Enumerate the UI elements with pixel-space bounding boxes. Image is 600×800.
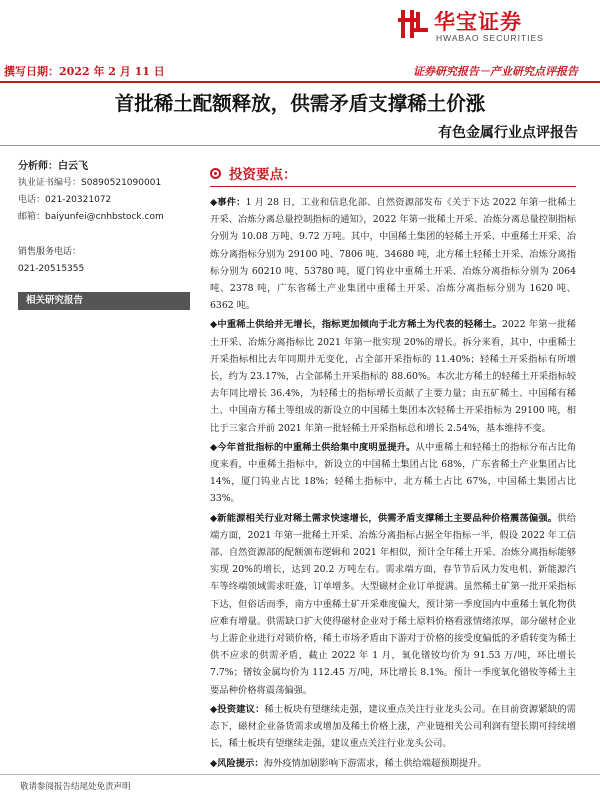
email-label: 邮箱：	[18, 212, 46, 222]
phone-row	[18, 192, 188, 209]
paragraph-text: 稀土板块有望继续走强，建议重点关注行业龙头公司。在目前资源紧缺的需态下，磁材企业备货需求或增加及稀土价格上涨，产业链相关公司利润有望长期可持续增长，稀土板块有望继续走强，建议重点关注行业龙头公司。	[210, 703, 576, 750]
paragraph-lead: ◆中重稀土供给并无增长，指标更加倾向于北方稀土为代表的轻稀土。	[210, 319, 502, 331]
report-title: 首批稀土配额释放，供需矛盾支撑稀土价涨	[114, 92, 486, 115]
paragraph-risk	[210, 755, 576, 772]
cert-number: S0890521090001	[81, 178, 162, 188]
phone-label: 电话：	[18, 195, 46, 205]
email-row[interactable]	[18, 209, 188, 226]
key-points-body	[210, 194, 576, 772]
paragraph-demand	[210, 510, 576, 699]
report-subtitle: 有色金属行业点评报告	[438, 125, 578, 141]
sidebar-spacer	[18, 226, 188, 244]
paragraph-text: 从中重稀土和轻稀土的指标分布占比角度来看，中重稀土指标中，新设立的中国稀土集团占比 68%，广东省稀土产业集团占比 14%，厦门钨业占比 18%；轻稀土指标中，北方稀土占比 67%，中国稀土集团占比 33%。	[210, 441, 576, 505]
brand-name-cn: 华宝证券	[434, 10, 522, 34]
target-circle-icon	[210, 168, 221, 179]
paragraph-text: 海外疫情加剧影响下游需求，稀土供给端超预期提升。	[263, 757, 487, 769]
related-reports-tag: 相关研究报告	[18, 292, 190, 310]
email-address[interactable]: baiyunfei@cnhbstock.com	[45, 212, 164, 222]
paragraph-lead: ◆事件：	[210, 197, 246, 208]
report-category: 证券研究报告－产业研究点评报告	[413, 65, 578, 78]
title-divider	[0, 145, 600, 146]
header-bar	[0, 60, 600, 82]
paragraph-concentration	[210, 439, 576, 508]
paragraph-lead: ◆新能源相关行业对稀土需求快速增长，供需矛盾支撑稀土主要品种价格震荡偏强。	[210, 512, 558, 524]
paragraph-text: 2022 年第一批稀土开采、冶炼分离指标比 2021 年第一批实现 20%的增长。拆分来看，其中，中重稀土开采指标相比去年同期并无变化，占全部开采指标的 11.40%；轻稀土开采指标有所增长，约为 23.17%，占全部稀土开采指标的 88.60%。本次北方稀土的轻稀土开采指标较去年同比增长 36.4%，为轻稀土的指标增长贡献了主要力量；由五矿稀土、中国稀有稀土、中国南方稀土等组成的新设立的中国稀土集团本次轻稀土开采指标为 29100 吨，相比于三家合并前 2021 年第一批轻稀土开采指标总和增长 2.54%，基本维持不变。	[210, 319, 576, 434]
section-rule	[210, 186, 576, 187]
analyst-label: 分析师：	[18, 161, 58, 172]
paragraph-lead: ◆投资建议：	[210, 703, 265, 715]
brand-name-en: HWABAO SECURITIES	[436, 33, 544, 43]
paragraph-text: 供给端方面，2021 年第一批稀土开采、冶炼分离指标占据全年指标一半，假设 2022 年工信部、自然资源部的配额颁布逻辑和 2021 年相似，预计全年稀土开采、冶炼分离指标能够实现 20%的增长，达到 20.2 万吨左右。需求端方面，春节节后风力发电机、新能源汽车等终端领域需求旺盛，订单增多。大型磁材企业订单提满。虽然稀土矿第一批开采指标下达，但俗话而季，南方中重稀土矿开采难度偏大，预计第一季度国内中重稀土氧化物供应难有增量。供需缺口扩大使得磁材企业对于稀土原料价格看涨情绪浓厚，部分磁材企业与上游企业进行对锁价格，稀土市场矛盾由下游对于价格的接受度偏低的矛盾转变为稀土供不应求的供需矛盾，截止 2022 年 1 月，氧化镨钕均价为 91.53 万/吨，环比增长 7.7%；镨钕金属均价为 112.45 万/吨，环比增长 8.1%。预计一季度氧化镨钕等稀土主要品种价格将震荡偏强。	[210, 512, 576, 696]
main-content	[210, 162, 576, 774]
analyst-name: 白云飞	[58, 161, 88, 172]
analyst-row	[18, 158, 188, 175]
paragraph-supply	[210, 316, 576, 436]
paragraph-advice	[210, 701, 576, 753]
footer-disclaimer: 敬请参阅报告结尾处免责声明	[20, 782, 131, 792]
sales-phone: 021-20515355	[18, 264, 85, 274]
sales-label: 销售服务电话：	[18, 247, 82, 257]
header-rule	[0, 81, 600, 83]
cert-row	[18, 175, 188, 192]
footer-rule	[0, 774, 600, 775]
brand-logo-icon	[398, 8, 428, 40]
paragraph-event	[210, 194, 576, 314]
section-header	[210, 162, 576, 184]
cert-label: 执业证书编号：	[18, 178, 82, 188]
phone-number: 021-20321072	[45, 195, 112, 205]
sidebar	[18, 158, 188, 310]
paragraph-text: 1 月 28 日，工业和信息化部、自然资源部发布《关于下达 2022 年第一批稀土开采、冶炼分离总量控制指标的通知》，2022 年第一批稀土开采、冶炼分离总量控制指标分别为 10.08 万吨、9.72 万吨。其中，中国稀土集团的轻稀土开采、中重稀土开采、冶炼分离指标分别为 29100 吨、7806 吨、34680 吨，北方稀土轻稀土开采、冶炼分离指标分别为 60210 吨、53780 吨，厦门钨业中重稀土开采、冶炼分离指标分别为 2064 吨、2378 吨，广东省稀土产业集团中重稀土开采、冶炼分离指标分别为 1620 吨、6362 吨。	[210, 197, 576, 312]
paragraph-lead: ◆风险提示：	[210, 757, 264, 769]
paragraph-lead: ◆今年首批指标的中重稀土供给集中度明显提升。	[210, 441, 416, 453]
report-date: 撰写日期：2022 年 2 月 11 日	[4, 65, 165, 78]
section-title: 投资要点：	[229, 167, 297, 183]
brand-logo	[398, 6, 578, 46]
